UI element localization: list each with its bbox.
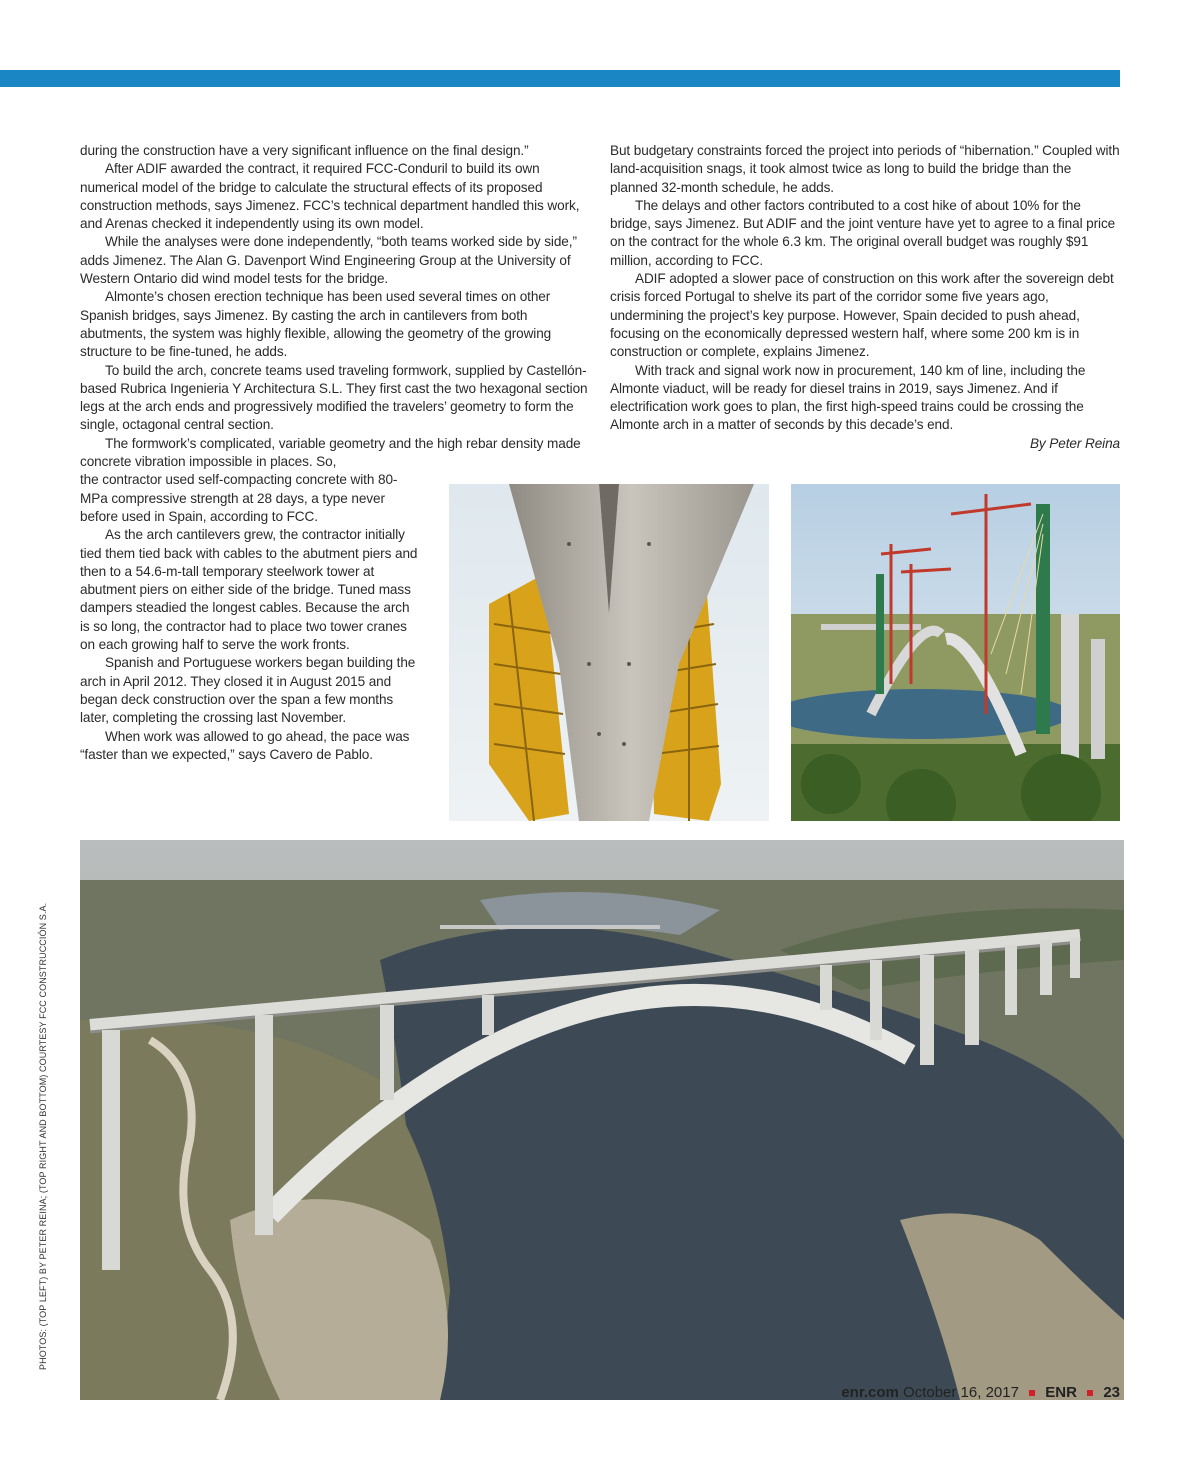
paragraph: ADIF adopted a slower pace of construction on this work after the sovereign debt crisis forced Portugal to shelve its part of the corridor some five years ago, undermining the project’s key purpose. However, Spain decided to push ahead, focusing on the economically depressed western half, where some 200 km is in construction or complete, explains Jimenez. (610, 271, 1114, 360)
footer-site: enr.com (841, 1384, 899, 1401)
paragraph: While the analyses were done independently, “both teams worked side by side,” adds Jimenez. The Alan G. Davenport Wind Engineering Group at the University of Western Ontario did wind model tests for the bridge. (80, 234, 577, 287)
paragraph: The delays and other factors contributed to a cost hike of about 10% for the bridge, says Jimenez. But ADIF and the joint venture have yet to agree to a final price on the contract for the whole 6.3 km. The original overall budget was roughly $91 million, according to FCC. (610, 197, 1116, 268)
paragraph: As the arch cantilevers grew, the contractor initially tied them tied back with cables to the abutment piers and then to a 54.6-m-tall temporary steelwork tower at abutment piers on either side of the bridge. Tuned mass dampers steadied the longest cables. Because the arch is so long, the contractor had to place two tower cranes on each growing half to serve the work fronts. (80, 527, 418, 653)
paragraph: Almonte’s chosen erection technique has been used several times on other Spanish bridges, says Jimenez. By casting the arch in cantilevers from both abutments, the system was highly flexible, allowing the geometry of the growing structure to be fine-tuned, he adds. (80, 289, 552, 360)
paragraph: The formwork’s complicated, variable geometry and the high rebar density made concrete vibration impossible in places. So, (80, 435, 581, 470)
paragraph: Spanish and Portuguese workers began building the arch in April 2012. They closed it in August 2015 and began deck construction over the span a few months later, completing the crossing last November. (80, 655, 416, 726)
footer-magazine: ENR (1045, 1384, 1077, 1401)
byline: By Peter Reina (1029, 435, 1120, 451)
paragraph: With track and signal work now in procurement, 140 km of line, including the Almonte viaduct, will be ready for diesel trains in 2019, says Jimenez. And if electrification work goes to plan, the first high-speed trains could be crossing the Almonte arch in a matter of seconds by this decade’s end. (610, 362, 1086, 433)
footer-separator (1087, 1390, 1093, 1396)
page-footer (841, 1384, 1120, 1401)
footer-separator (1029, 1390, 1035, 1396)
paragraph: To build the arch, concrete teams used traveling formwork, supplied by Castellón-based Rubrica Ingenieria Y Architectura S.L. They first cast the two hexagonal section legs at the arch ends and progressively modified the travelers’ geometry to form the single, octagonal central section. (80, 362, 588, 433)
paragraph: After ADIF awarded the contract, it required FCC-Conduril to build its own numerical model of the bridge to calculate the structural effects of its proposed construction methods, says Jimenez. FCC’s technical department handled this work, and Arenas checked it independently using its own model. (80, 161, 580, 232)
aerial-viaduct-photo (80, 840, 1124, 1400)
paragraph: the contractor used self-compacting concrete with 80-MPa compressive strength at 28 days, a type never before used in Spain, according to FCC. (80, 472, 398, 524)
header-accent-bar (0, 70, 1120, 87)
page-number: 23 (1103, 1384, 1120, 1401)
tower-cranes-photo (791, 484, 1120, 821)
paragraph: during the construction have a very significant influence on the final design.” (80, 143, 529, 158)
arch-formwork-photo (449, 484, 769, 821)
paragraph: When work was allowed to go ahead, the pace was “faster than we expected,” says Cavero de Pablo. (80, 728, 410, 762)
photo-credit: PHOTOS: (TOP LEFT) BY PETER REINA; (TOP RIGHT AND BOTTOM) COURTESY FCC CONSTRUCCIÓN S.A. (38, 902, 48, 1370)
right-text-column (610, 142, 1120, 453)
footer-date: October 16, 2017 (903, 1384, 1019, 1401)
paragraph: But budgetary constraints forced the project into periods of “hibernation.” Coupled with land-acquisition snags, it took almost twice as long to build the bridge than the planned 32-month schedule, he adds. (610, 143, 1120, 195)
